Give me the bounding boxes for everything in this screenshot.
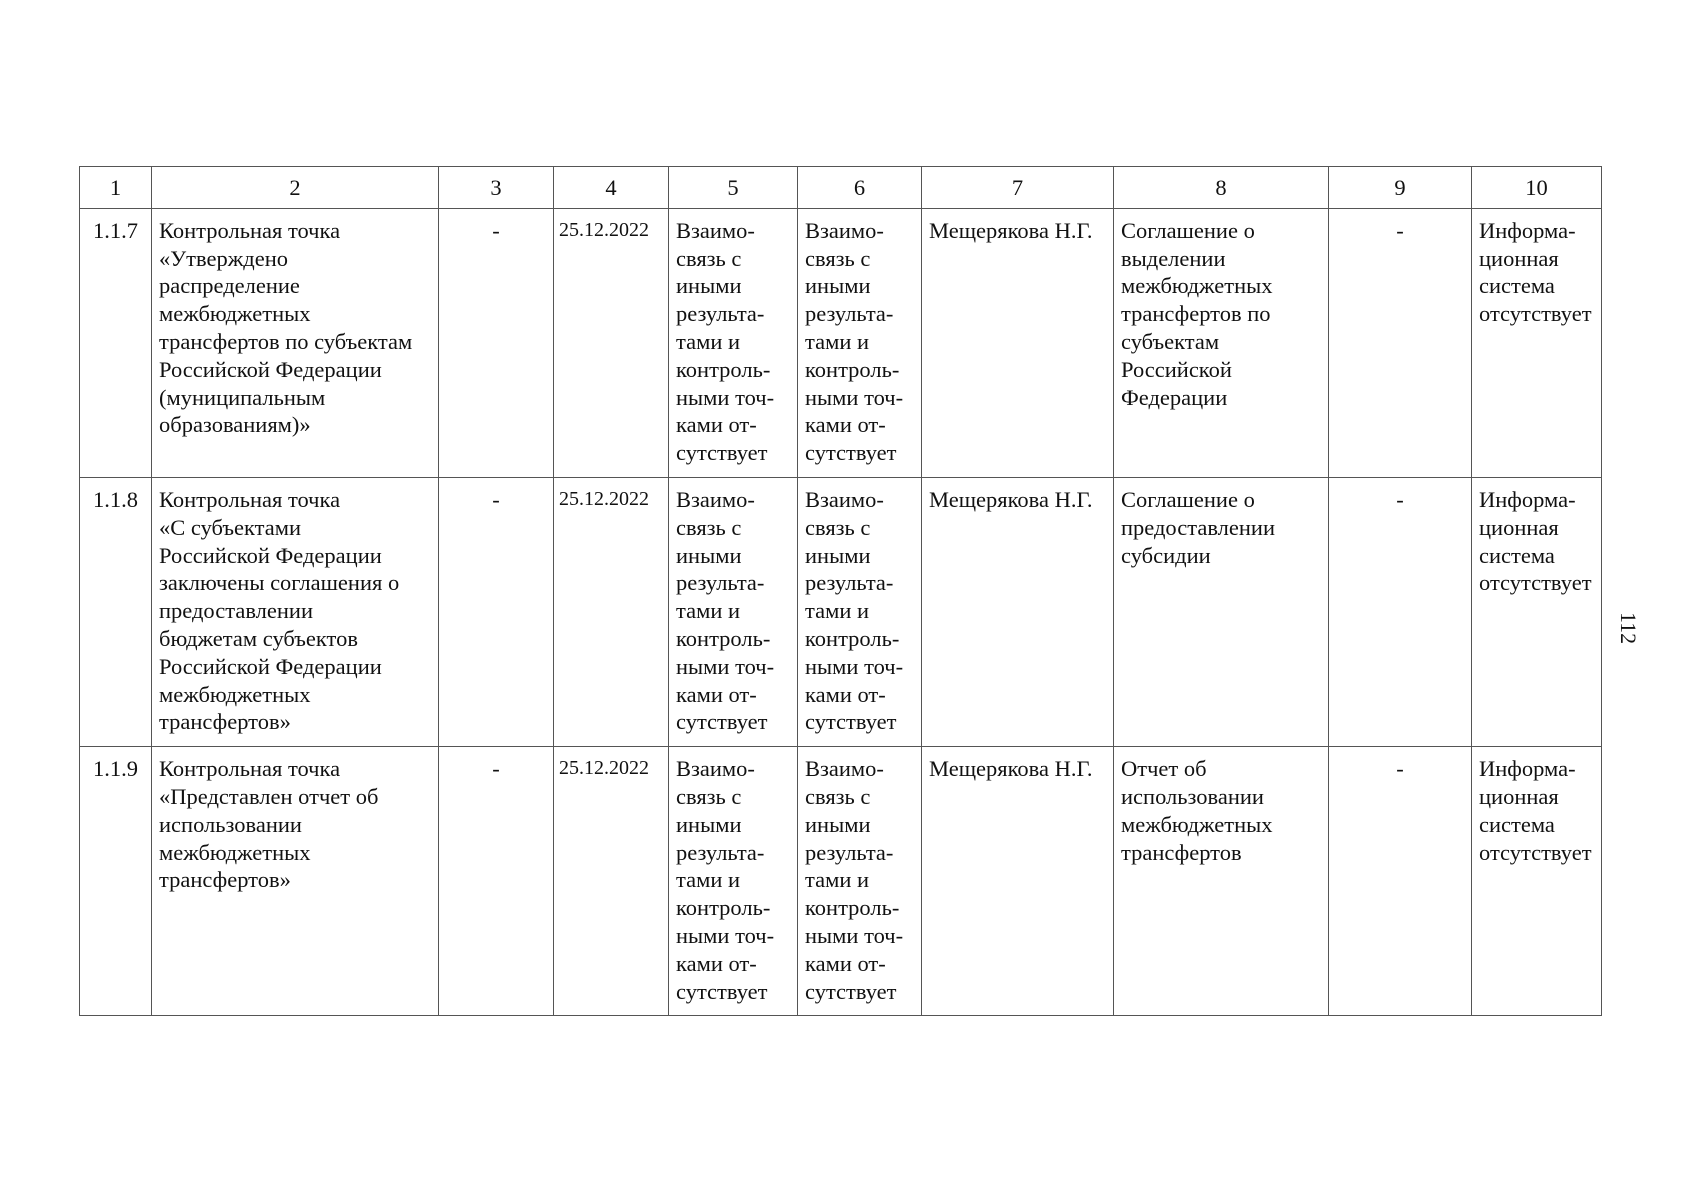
relation-text: Взаимо- связь с иными результа- тами и контроль- ными точ- ками от- сутствует — [669, 747, 798, 1016]
row-number: 1.1.7 — [80, 208, 152, 477]
header-cell-9: 9 — [1329, 167, 1472, 209]
due-date: 25.12.2022 — [554, 208, 669, 477]
info-system-status: Информа- ционная система отсутствует — [1472, 747, 1602, 1016]
document-type: Соглашение о предоставлении субсидии — [1114, 477, 1329, 746]
table-row — [80, 747, 1602, 1016]
header-cell-3: 3 — [439, 167, 554, 209]
document-type: Соглашение о выделении межбюджетных трансфертов по субъектам Российской Федерации — [1114, 208, 1329, 477]
control-point-name: Контрольная точка «Представлен отчет об использовании межбюджетных трансфертов» — [152, 747, 439, 1016]
relation-text: Взаимо- связь с иными результа- тами и контроль- ными точ- ками от- сутствует — [798, 477, 922, 746]
col9-value: - — [1329, 208, 1472, 477]
header-row — [80, 167, 1602, 209]
responsible-person: Мещерякова Н.Г. — [922, 477, 1114, 746]
responsible-person: Мещерякова Н.Г. — [922, 747, 1114, 1016]
relation-text: Взаимо- связь с иными результа- тами и контроль- ными точ- ками от- сутствует — [798, 208, 922, 477]
col9-value: - — [1329, 477, 1472, 746]
row-number: 1.1.8 — [80, 477, 152, 746]
table-row — [80, 208, 1602, 477]
relation-text: Взаимо- связь с иными результа- тами и контроль- ными точ- ками от- сутствует — [669, 477, 798, 746]
header-cell-4: 4 — [554, 167, 669, 209]
header-cell-7: 7 — [922, 167, 1114, 209]
col3-value: - — [439, 477, 554, 746]
header-cell-10: 10 — [1472, 167, 1602, 209]
due-date: 25.12.2022 — [554, 747, 669, 1016]
info-system-status: Информа- ционная система отсутствует — [1472, 208, 1602, 477]
control-point-name: Контрольная точка «Утверждено распределение межбюджетных трансфертов по субъектам Российской Федерации (муниципальным образованиям)» — [152, 208, 439, 477]
header-cell-8: 8 — [1114, 167, 1329, 209]
col3-value: - — [439, 208, 554, 477]
control-point-name: Контрольная точка «С субъектами Российской Федерации заключены соглашения о предоставлении бюджетам субъектов Российской Федерации межбюджетных трансфертов» — [152, 477, 439, 746]
control-points-table — [79, 166, 1602, 1016]
relation-text: Взаимо- связь с иными результа- тами и контроль- ными точ- ками от- сутствует — [798, 747, 922, 1016]
header-cell-5: 5 — [669, 167, 798, 209]
info-system-status: Информа- ционная система отсутствует — [1472, 477, 1602, 746]
col9-value: - — [1329, 747, 1472, 1016]
due-date: 25.12.2022 — [554, 477, 669, 746]
document-type: Отчет об использовании межбюджетных трансфертов — [1114, 747, 1329, 1016]
relation-text: Взаимо- связь с иными результа- тами и контроль- ными точ- ками от- сутствует — [669, 208, 798, 477]
responsible-person: Мещерякова Н.Г. — [922, 208, 1114, 477]
header-cell-6: 6 — [798, 167, 922, 209]
table-row — [80, 477, 1602, 746]
row-number: 1.1.9 — [80, 747, 152, 1016]
col3-value: - — [439, 747, 554, 1016]
header-cell-1: 1 — [80, 167, 152, 209]
header-cell-2: 2 — [152, 167, 439, 209]
page-number: 112 — [1616, 612, 1641, 645]
